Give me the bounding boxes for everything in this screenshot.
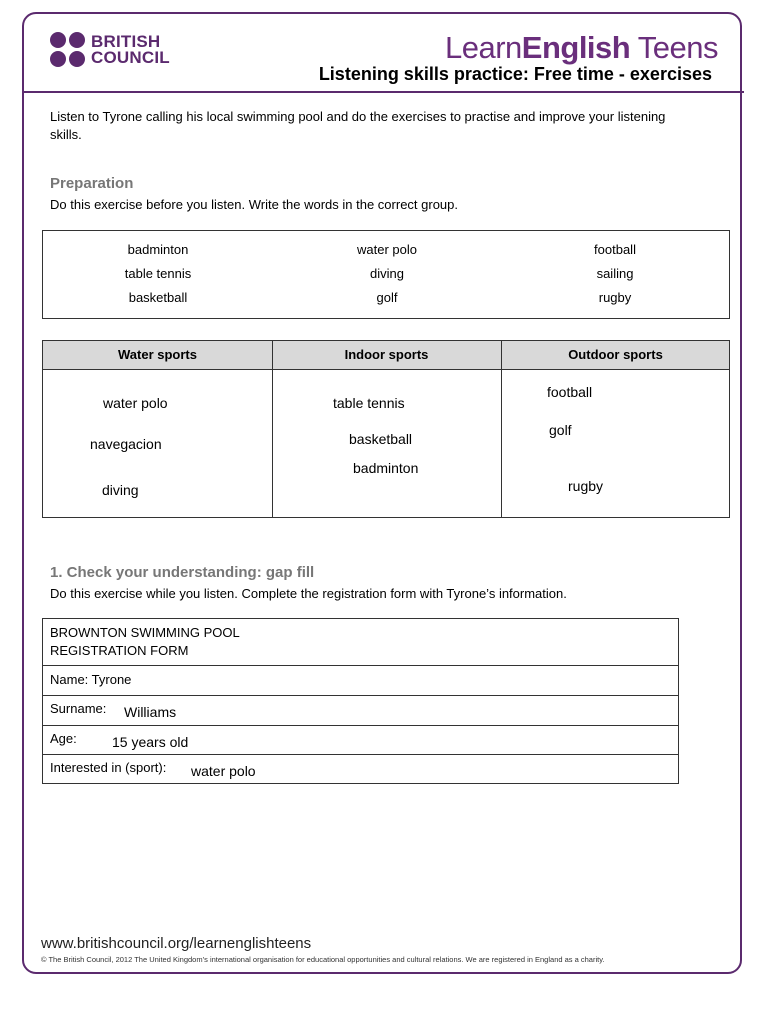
water-sports-header: Water sports: [118, 347, 197, 362]
word-item: water polo: [357, 242, 417, 257]
page-title: Listening skills practice: Free time - exercises: [318, 64, 712, 84]
preparation-instruction: Do this exercise before you listen. Write the words in the correct group.: [50, 197, 459, 212]
word-item: diving: [370, 266, 404, 281]
outdoor-sports-header: Outdoor sports: [568, 347, 663, 362]
word-item: football: [594, 242, 636, 257]
word-item: sailing: [596, 266, 634, 281]
outdoor-sport-answer: football: [547, 384, 593, 400]
word-item: rugby: [598, 290, 632, 305]
surname-label: Surname:: [50, 701, 107, 716]
sports-group-table: [42, 340, 730, 518]
indoor-sport-answer: table tennis: [333, 395, 405, 411]
indoor-sport-answer: badminton: [353, 460, 419, 476]
age-row: [43, 726, 678, 755]
logo-dots-icon: [50, 32, 85, 67]
word-bank: [42, 230, 730, 319]
water-sport-answer: navegacion: [90, 436, 162, 452]
indoor-sport-answer: basketball: [349, 431, 413, 447]
interest-label: Interested in (sport):: [50, 760, 167, 775]
interest-row: [43, 755, 678, 783]
word-item: golf: [376, 290, 398, 305]
word-item: basketball: [128, 290, 188, 305]
word-item: table tennis: [124, 266, 192, 281]
outdoor-sport-answer: rugby: [568, 478, 604, 494]
name-row: [43, 666, 678, 696]
form-title-line-1: BROWNTON SWIMMING POOL: [50, 625, 240, 640]
footer-url: www.britishcouncil.org/learnenglishteens: [41, 935, 312, 952]
logo-line-1: BRITISH: [91, 31, 161, 51]
logo-line-2: COUNCIL: [91, 47, 170, 67]
outdoor-sport-answer: golf: [549, 422, 572, 438]
table-header-row: [43, 341, 729, 370]
name-label: Name: Tyrone: [50, 672, 132, 687]
age-value: 15 years old: [112, 734, 189, 750]
registration-form: [42, 618, 679, 784]
form-title-row: [43, 619, 678, 666]
exercise-1-instruction: Do this exercise while you listen. Complete the registration form with Tyrone’s information.: [50, 586, 567, 601]
age-label: Age:: [50, 731, 77, 746]
intro-text: Listen to Tyrone calling his local swimming pool and do the exercises to practise and improve your listening skills.: [50, 109, 666, 142]
water-sport-answer: water polo: [103, 395, 168, 411]
interest-value: water polo: [191, 763, 256, 779]
form-title-line-2: REGISTRATION FORM: [50, 643, 189, 658]
water-sport-answer: diving: [102, 482, 139, 498]
word-item: badminton: [127, 242, 189, 257]
preparation-heading: Preparation: [50, 175, 134, 192]
header-divider: [24, 91, 744, 93]
british-council-logo: [50, 32, 170, 67]
surname-value: Williams: [124, 704, 177, 720]
learnenglish-teens-logo: LearnEnglish Teens: [444, 30, 718, 65]
surname-row: [43, 696, 678, 726]
exercise-1-heading: 1. Check your understanding: gap fill: [50, 564, 315, 581]
indoor-sports-header: Indoor sports: [344, 347, 429, 362]
footer-copyright: © The British Council, 2012 The United Kingdom’s international organisation for educational opportunities and cultural relations. We are registered in England as a charity.: [41, 955, 605, 964]
